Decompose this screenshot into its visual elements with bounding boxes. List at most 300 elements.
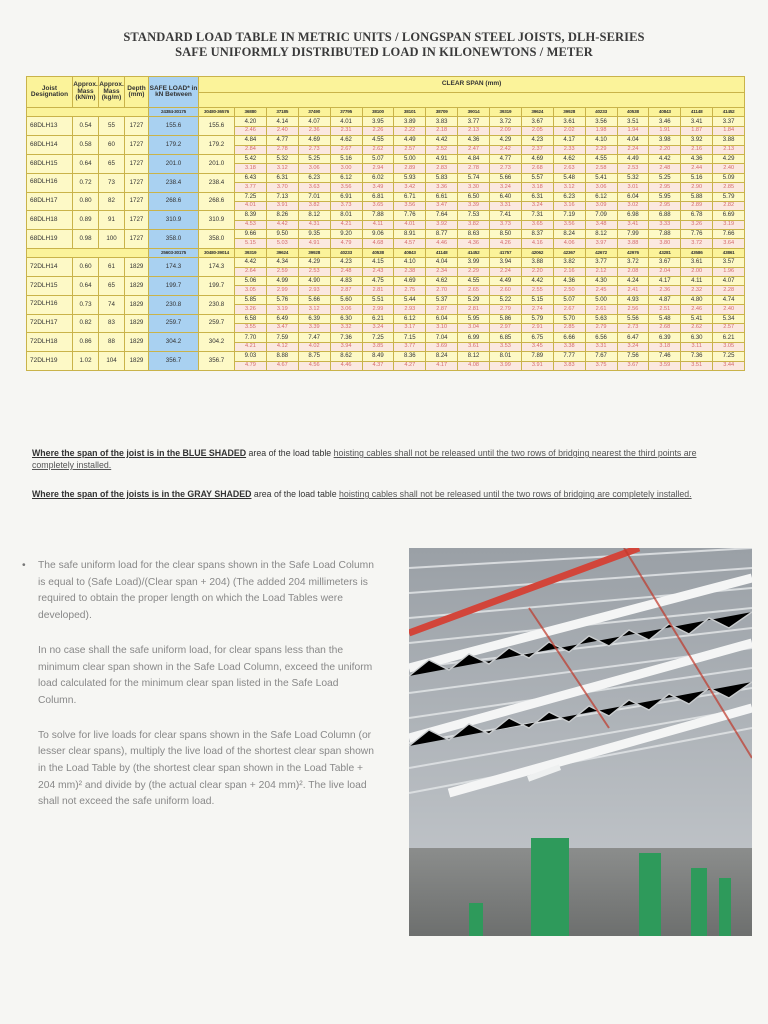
live-load-value: 2.29 <box>585 145 617 154</box>
live-load-value: 3.45 <box>521 342 553 351</box>
live-load-value: 2.50 <box>553 286 585 295</box>
live-load-value: 3.06 <box>585 183 617 192</box>
total-load-value: 4.36 <box>681 154 713 163</box>
live-load-value: 2.42 <box>490 145 522 154</box>
total-load-value: 8.12 <box>298 211 330 220</box>
total-load-value: 6.39 <box>649 333 681 342</box>
mass-kg: 88 <box>99 333 125 352</box>
live-load-value: 3.09 <box>585 201 617 210</box>
live-load-value: 3.73 <box>330 201 362 210</box>
live-load-value: 3.77 <box>394 342 426 351</box>
live-load-value: 3.70 <box>266 183 298 192</box>
live-load-value: 2.85 <box>713 183 745 192</box>
clear-span-value: 43586 <box>681 248 713 257</box>
depth: 1727 <box>125 136 149 155</box>
live-load-value: 3.82 <box>458 220 490 229</box>
mass-kn: 1.02 <box>73 352 99 371</box>
safe-load-2: 304.2 <box>199 333 235 352</box>
live-load-value: 2.34 <box>426 267 458 276</box>
total-load-value: 9.06 <box>362 230 394 239</box>
mass-kn: 0.80 <box>73 192 99 211</box>
total-load-value: 6.71 <box>394 192 426 201</box>
clear-span-value: 41452 <box>713 108 745 117</box>
live-load-value: 4.68 <box>362 239 394 248</box>
live-load-value: 3.83 <box>553 361 585 370</box>
total-load-value: 8.01 <box>490 352 522 361</box>
live-load-value: 3.39 <box>298 323 330 332</box>
total-load-value: 5.56 <box>617 314 649 323</box>
live-load-value: 2.70 <box>426 286 458 295</box>
total-load-value: 6.02 <box>362 173 394 182</box>
clear-span-value: 42976 <box>617 248 649 257</box>
clear-span-value: 41148 <box>681 108 713 117</box>
total-load-value: 6.56 <box>585 333 617 342</box>
live-load-value: 3.94 <box>330 342 362 351</box>
live-load-value: 3.91 <box>266 201 298 210</box>
total-load-value: 4.42 <box>235 258 267 267</box>
total-load-value: 4.42 <box>649 154 681 163</box>
live-load-value: 2.59 <box>266 267 298 276</box>
live-load-value: 2.73 <box>490 164 522 173</box>
live-load-value: 2.97 <box>490 323 522 332</box>
gray-note-link: hoisting cables shall not be released until the two rows of bridging are completely installed. <box>339 489 692 499</box>
blue-note-link: hoisting cables shall not be released until the two rows of bridging nearest the third points are completely installed. <box>32 448 697 470</box>
live-load-value: 4.06 <box>553 239 585 248</box>
total-load-value: 4.04 <box>617 136 649 145</box>
clear-span-value: 40233 <box>585 108 617 117</box>
joist-designation: 68DLH18 <box>27 211 73 230</box>
total-load-value: 3.99 <box>458 258 490 267</box>
live-load-value: 3.53 <box>490 342 522 351</box>
live-load-value: 3.02 <box>617 201 649 210</box>
total-load-value: 5.00 <box>585 295 617 304</box>
total-load-value: 4.17 <box>553 136 585 145</box>
total-load-value: 3.94 <box>490 258 522 267</box>
live-load-value: 3.41 <box>617 220 649 229</box>
live-load-value: 2.22 <box>394 126 426 135</box>
live-load-value: 3.10 <box>426 323 458 332</box>
bullet-mark: • <box>22 560 26 571</box>
live-load-value: 2.87 <box>426 305 458 314</box>
safe-load: 304.2 <box>149 333 199 352</box>
live-load-value: 4.16 <box>521 239 553 248</box>
total-load-value: 6.30 <box>681 333 713 342</box>
live-load-value: 2.51 <box>649 305 681 314</box>
live-load-value: 3.97 <box>585 239 617 248</box>
table-row <box>27 277 745 286</box>
safe-load: 356.7 <box>149 352 199 371</box>
total-load-value: 6.88 <box>649 211 681 220</box>
blue-shaded-note <box>32 447 722 471</box>
total-load-value: 6.04 <box>426 314 458 323</box>
mass-kg: 82 <box>99 192 125 211</box>
clear-span-value: 39624 <box>521 108 553 117</box>
safe-load-range: 24384-30175 <box>149 108 199 117</box>
live-load-value: 3.39 <box>458 201 490 210</box>
safe-load-2: 179.2 <box>199 136 235 155</box>
live-load-value: 3.12 <box>553 183 585 192</box>
live-load-value: 3.19 <box>713 220 745 229</box>
live-load-value: 2.89 <box>681 201 713 210</box>
total-load-value: 4.24 <box>617 277 649 286</box>
live-load-value: 2.85 <box>553 323 585 332</box>
live-load-value: 3.19 <box>266 305 298 314</box>
mass-kg: 104 <box>99 352 125 371</box>
joist-designation: 68DLH14 <box>27 136 73 155</box>
gray-note-lead: Where the span of the joists is in the GRAY SHADED <box>32 489 252 499</box>
table-row <box>27 333 745 342</box>
live-load-value: 2.79 <box>585 323 617 332</box>
total-load-value: 7.04 <box>426 333 458 342</box>
page-title <box>0 30 768 60</box>
table-row <box>27 192 745 201</box>
safe-load: 238.4 <box>149 173 199 192</box>
live-load-value: 3.31 <box>585 342 617 351</box>
live-load-value: 2.48 <box>649 164 681 173</box>
paragraph-live-load: To solve for live loads for clear spans shown in the Safe Load Column (or lesser clear spans), multiply the live load of the shortest clear span shown in the Load Table by (the shortest clear span shown in the Load Table + 204 mm)² and divide by (the actual clear span + 204 mm)². The live load shall not exceed the safe uniform load. <box>38 729 374 808</box>
live-load-value: 2.46 <box>681 305 713 314</box>
total-load-value: 7.59 <box>266 333 298 342</box>
live-load-value: 3.64 <box>713 239 745 248</box>
live-load-value: 4.79 <box>330 239 362 248</box>
live-load-value: 3.32 <box>330 323 362 332</box>
live-load-value: 3.69 <box>426 342 458 351</box>
live-load-value: 3.48 <box>585 220 617 229</box>
total-load-value: 6.75 <box>521 333 553 342</box>
table-row <box>27 352 745 361</box>
total-load-value: 5.93 <box>394 173 426 182</box>
total-load-value: 4.77 <box>266 136 298 145</box>
live-load-value: 2.83 <box>426 164 458 173</box>
live-load-value: 3.99 <box>490 361 522 370</box>
gray-note-mid: area of the load table <box>251 489 340 499</box>
mass-kg: 73 <box>99 173 125 192</box>
total-load-value: 4.69 <box>521 154 553 163</box>
total-load-value: 5.48 <box>553 173 585 182</box>
live-load-value: 2.52 <box>426 145 458 154</box>
live-load-value: 3.92 <box>426 220 458 229</box>
safe-load: 358.0 <box>149 230 199 249</box>
total-load-value: 3.89 <box>394 117 426 126</box>
total-load-value: 6.43 <box>235 173 267 182</box>
total-load-value: 4.83 <box>330 277 362 286</box>
live-load-value: 4.01 <box>394 220 426 229</box>
safe-load-range: 25603-30175 <box>149 248 199 257</box>
total-load-value: 7.36 <box>681 352 713 361</box>
mass-kg: 60 <box>99 136 125 155</box>
joist-designation: 72DLH16 <box>27 295 73 314</box>
live-load-value: 2.38 <box>394 267 426 276</box>
live-load-value: 3.47 <box>426 201 458 210</box>
total-load-value: 6.47 <box>617 333 649 342</box>
safe-load-2: 230.8 <box>199 295 235 314</box>
total-load-value: 4.75 <box>362 277 394 286</box>
total-load-value: 6.39 <box>298 314 330 323</box>
total-load-value: 8.24 <box>426 352 458 361</box>
mass-kn: 0.82 <box>73 314 99 333</box>
total-load-value: 5.32 <box>266 154 298 163</box>
total-load-value: 3.77 <box>585 258 617 267</box>
total-load-value: 4.34 <box>266 258 298 267</box>
total-load-value: 4.55 <box>585 154 617 163</box>
total-load-value: 6.23 <box>553 192 585 201</box>
total-load-value: 8.39 <box>235 211 267 220</box>
live-load-value: 3.91 <box>521 361 553 370</box>
live-load-value: 3.75 <box>585 361 617 370</box>
total-load-value: 6.78 <box>681 211 713 220</box>
live-load-value: 3.61 <box>458 342 490 351</box>
header-depth: Depth (mm) <box>125 77 149 108</box>
total-load-value: 3.92 <box>681 136 713 145</box>
live-load-value: 3.59 <box>649 361 681 370</box>
live-load-value: 2.13 <box>713 145 745 154</box>
live-load-value: 3.42 <box>394 183 426 192</box>
live-load-value: 3.17 <box>394 323 426 332</box>
header-clear-span: CLEAR SPAN (mm) <box>199 77 745 93</box>
photo-illustration <box>409 548 752 936</box>
total-load-value: 7.36 <box>330 333 362 342</box>
total-load-value: 3.77 <box>458 117 490 126</box>
mass-kn: 0.89 <box>73 211 99 230</box>
live-load-value: 3.47 <box>266 323 298 332</box>
live-load-value: 2.93 <box>394 305 426 314</box>
total-load-value: 4.49 <box>394 136 426 145</box>
live-load-value: 3.49 <box>362 183 394 192</box>
live-load-value: 4.46 <box>426 239 458 248</box>
total-load-value: 7.31 <box>521 211 553 220</box>
live-load-value: 2.56 <box>617 305 649 314</box>
depth: 1829 <box>125 314 149 333</box>
total-load-value: 6.21 <box>713 333 745 342</box>
total-load-value: 4.36 <box>458 136 490 145</box>
safe-load-2: 356.7 <box>199 352 235 371</box>
total-load-value: 5.25 <box>298 154 330 163</box>
total-load-value: 3.98 <box>649 136 681 145</box>
mass-kn: 0.73 <box>73 295 99 314</box>
live-load-value: 2.37 <box>521 145 553 154</box>
live-load-value: 2.53 <box>298 267 330 276</box>
total-load-value: 4.74 <box>713 295 745 304</box>
live-load-value: 4.31 <box>298 220 330 229</box>
total-load-value: 3.72 <box>617 258 649 267</box>
live-load-value: 4.21 <box>330 220 362 229</box>
live-load-value: 3.24 <box>490 183 522 192</box>
live-load-value: 3.00 <box>330 164 362 173</box>
live-load-value: 2.99 <box>266 286 298 295</box>
live-load-value: 2.40 <box>713 164 745 173</box>
safe-load-2: 310.9 <box>199 211 235 230</box>
mass-kg: 91 <box>99 211 125 230</box>
mass-kn: 0.60 <box>73 258 99 277</box>
depth: 1727 <box>125 192 149 211</box>
live-load-value: 3.85 <box>362 342 394 351</box>
live-load-value: 3.18 <box>521 183 553 192</box>
live-load-value: 2.78 <box>458 164 490 173</box>
total-load-value: 6.98 <box>617 211 649 220</box>
gray-shaded-note <box>32 488 722 500</box>
total-load-value: 5.44 <box>394 295 426 304</box>
clear-span-value: 39928 <box>553 108 585 117</box>
total-load-value: 6.12 <box>394 314 426 323</box>
total-load-value: 3.56 <box>585 117 617 126</box>
live-load-value: 2.24 <box>490 267 522 276</box>
live-load-value: 1.96 <box>713 267 745 276</box>
safe-load-2: 201.0 <box>199 154 235 173</box>
live-load-value: 2.67 <box>330 145 362 154</box>
live-load-value: 3.12 <box>298 305 330 314</box>
total-load-value: 7.77 <box>553 352 585 361</box>
live-load-value: 3.72 <box>681 239 713 248</box>
live-load-value: 3.56 <box>553 220 585 229</box>
title-line-2: SAFE UNIFORMLY DISTRIBUTED LOAD IN KILONEWTONS / METER <box>175 45 593 59</box>
live-load-value: 2.12 <box>585 267 617 276</box>
total-load-value: 7.64 <box>426 211 458 220</box>
live-load-value: 3.56 <box>330 183 362 192</box>
header-blank <box>199 92 745 107</box>
clear-span-value: 40538 <box>617 108 649 117</box>
live-load-value: 2.65 <box>458 286 490 295</box>
live-load-value: 3.56 <box>394 201 426 210</box>
load-table-container <box>26 76 744 371</box>
mass-kn: 0.72 <box>73 173 99 192</box>
safe-load-2: 358.0 <box>199 230 235 249</box>
mass-kg: 65 <box>99 154 125 173</box>
table-row <box>27 314 745 323</box>
live-load-value: 2.90 <box>681 183 713 192</box>
table-row <box>27 117 745 126</box>
header-safe-load: SAFE LOAD* in kN Between <box>149 77 199 108</box>
header-joist-designation: Joist Designation <box>27 77 73 108</box>
total-load-value: 5.60 <box>330 295 362 304</box>
table-row <box>27 230 745 239</box>
total-load-value: 5.51 <box>362 295 394 304</box>
total-load-value: 4.10 <box>394 258 426 267</box>
live-load-value: 2.26 <box>362 126 394 135</box>
mass-kg: 55 <box>99 117 125 136</box>
total-load-value: 7.89 <box>521 352 553 361</box>
total-load-value: 6.30 <box>330 314 362 323</box>
total-load-value: 8.91 <box>394 230 426 239</box>
live-load-value: 1.98 <box>585 126 617 135</box>
live-load-value: 3.12 <box>266 164 298 173</box>
mass-kn: 0.98 <box>73 230 99 249</box>
live-load-value: 3.65 <box>521 220 553 229</box>
table-row <box>27 211 745 220</box>
total-load-value: 4.07 <box>298 117 330 126</box>
live-load-value: 3.65 <box>362 201 394 210</box>
depth: 1829 <box>125 295 149 314</box>
total-load-value: 6.04 <box>617 192 649 201</box>
total-load-value: 5.88 <box>681 192 713 201</box>
total-load-value: 4.23 <box>330 258 362 267</box>
safe-load: 201.0 <box>149 154 199 173</box>
total-load-value: 4.49 <box>490 277 522 286</box>
total-load-value: 7.01 <box>298 192 330 201</box>
live-load-value: 3.88 <box>617 239 649 248</box>
live-load-value: 3.55 <box>235 323 267 332</box>
clear-span-value: 42062 <box>521 248 553 257</box>
mass-kn: 0.64 <box>73 154 99 173</box>
live-load-value: 2.73 <box>298 145 330 154</box>
live-load-value: 2.63 <box>553 164 585 173</box>
joist-designation: 68DLH13 <box>27 117 73 136</box>
total-load-value: 6.81 <box>362 192 394 201</box>
total-load-value: 4.36 <box>553 277 585 286</box>
total-load-value: 4.62 <box>426 277 458 286</box>
total-load-value: 3.67 <box>521 117 553 126</box>
total-load-value: 4.87 <box>649 295 681 304</box>
group-68dlh-span-row <box>27 108 745 117</box>
live-load-value: 2.94 <box>362 164 394 173</box>
total-load-value: 8.88 <box>266 352 298 361</box>
total-load-value: 3.57 <box>713 258 745 267</box>
clear-span-value: 41148 <box>426 248 458 257</box>
total-load-value: 5.15 <box>521 295 553 304</box>
live-load-value: 3.82 <box>298 201 330 210</box>
live-load-value: 2.00 <box>681 267 713 276</box>
total-load-value: 9.35 <box>298 230 330 239</box>
total-load-value: 5.06 <box>235 277 267 286</box>
clear-span-value: 39624 <box>266 248 298 257</box>
total-load-value: 5.07 <box>553 295 585 304</box>
total-load-value: 7.76 <box>394 211 426 220</box>
total-load-value: 8.01 <box>330 211 362 220</box>
live-load-value: 2.60 <box>490 286 522 295</box>
live-load-value: 3.18 <box>649 342 681 351</box>
total-load-value: 4.93 <box>617 295 649 304</box>
live-load-value: 3.05 <box>235 286 267 295</box>
total-load-value: 5.16 <box>330 154 362 163</box>
live-load-value: 2.95 <box>649 183 681 192</box>
live-load-value: 2.89 <box>394 164 426 173</box>
total-load-value: 3.41 <box>681 117 713 126</box>
live-load-value: 2.68 <box>649 323 681 332</box>
group-72dlh-span-row <box>27 248 745 257</box>
total-load-value: 6.23 <box>298 173 330 182</box>
live-load-value: 2.05 <box>521 126 553 135</box>
live-load-value: 2.16 <box>553 267 585 276</box>
live-load-value: 2.40 <box>713 305 745 314</box>
live-load-value: 2.31 <box>330 126 362 135</box>
clear-span-value: 37490 <box>298 108 330 117</box>
total-load-value: 4.84 <box>235 136 267 145</box>
clear-span-value: 43861 <box>713 248 745 257</box>
live-load-value: 4.12 <box>266 342 298 351</box>
paragraph-min-span: In no case shall the safe uniform load, for clear spans less than the minimum clear span shown in the Safe Load Column, exceed the uniform load calculated for the minimum clear span listed in the Safe Load Column. <box>38 644 373 706</box>
total-load-value: 8.36 <box>394 352 426 361</box>
total-load-value: 6.66 <box>553 333 585 342</box>
total-load-value: 8.63 <box>458 230 490 239</box>
total-load-value: 6.12 <box>330 173 362 182</box>
total-load-value: 4.23 <box>521 136 553 145</box>
total-load-value: 5.63 <box>585 314 617 323</box>
live-load-value: 2.36 <box>649 286 681 295</box>
live-load-value: 3.05 <box>713 342 745 351</box>
live-load-value: 2.64 <box>235 267 267 276</box>
depth: 1727 <box>125 173 149 192</box>
live-load-value: 4.91 <box>298 239 330 248</box>
joist-designation: 72DLH19 <box>27 352 73 371</box>
header-approx-mass-kn: Approx. Mass (kN/m) <box>73 77 99 108</box>
live-load-value: 2.62 <box>362 145 394 154</box>
total-load-value: 4.29 <box>490 136 522 145</box>
live-load-value: 3.18 <box>235 164 267 173</box>
clear-span-value: 37185 <box>266 108 298 117</box>
clear-span-value: 43281 <box>649 248 681 257</box>
depth: 1829 <box>125 258 149 277</box>
clear-span-value: 39928 <box>298 248 330 257</box>
live-load-value: 4.56 <box>298 361 330 370</box>
